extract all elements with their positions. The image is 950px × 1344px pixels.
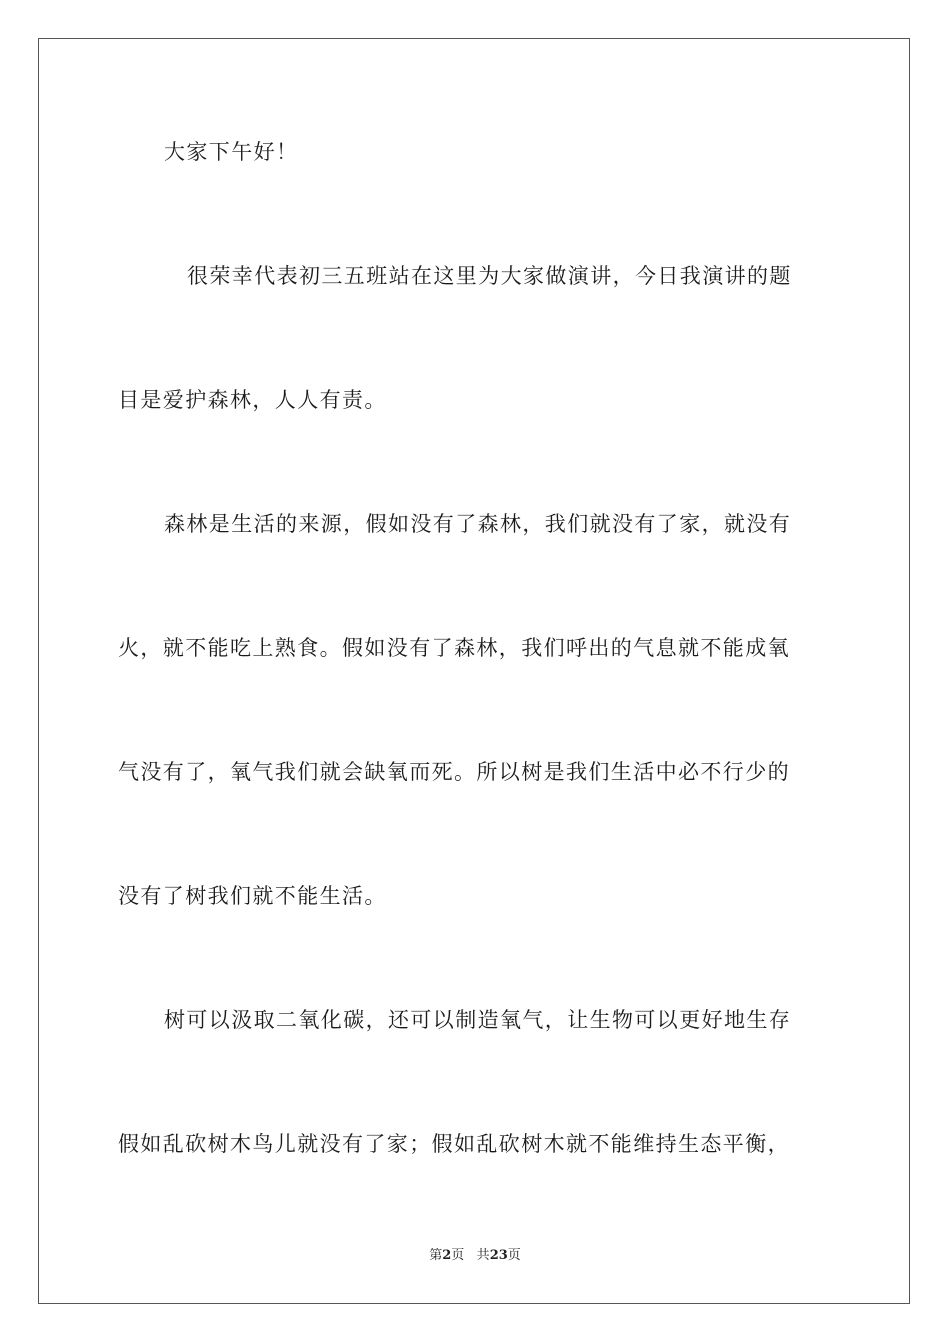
paragraph-line-7: 没有了树我们就不能生活。 <box>118 884 387 908</box>
footer-total-pages: 23 <box>489 1248 508 1263</box>
footer-page-number: 2 <box>442 1248 452 1263</box>
paragraph-line-2: 很荣幸代表初三五班站在这里为大家做演讲，今日我演讲的题 <box>187 264 792 288</box>
paragraph-line-9: 假如乱砍树木鸟儿就没有了家；假如乱砍树木就不能维持生态平衡， <box>118 1132 790 1156</box>
footer-page-suffix: 页 <box>451 1248 465 1263</box>
paragraph-line-6: 气没有了，氧气我们就会缺氧而死。所以树是我们生活中必不行少的 <box>118 760 790 784</box>
paragraph-line-1: 大家下午好！ <box>164 140 299 164</box>
page-footer <box>0 1247 950 1265</box>
footer-page-prefix: 第 <box>429 1248 443 1263</box>
paragraph-line-4: 森林是生活的来源，假如没有了森林，我们就没有了家，就没有 <box>164 512 792 536</box>
page-frame <box>38 38 910 1304</box>
paragraph-line-8: 树可以汲取二氧化碳，还可以制造氧气，让生物可以更好地生存 <box>164 1008 792 1032</box>
paragraph-line-5: 火，就不能吃上熟食。假如没有了森林，我们呼出的气息就不能成氧 <box>118 636 790 660</box>
footer-total-prefix: 共 <box>476 1248 490 1263</box>
paragraph-line-3: 目是爱护森林，人人有责。 <box>118 388 387 412</box>
footer-total-suffix: 页 <box>507 1248 521 1263</box>
